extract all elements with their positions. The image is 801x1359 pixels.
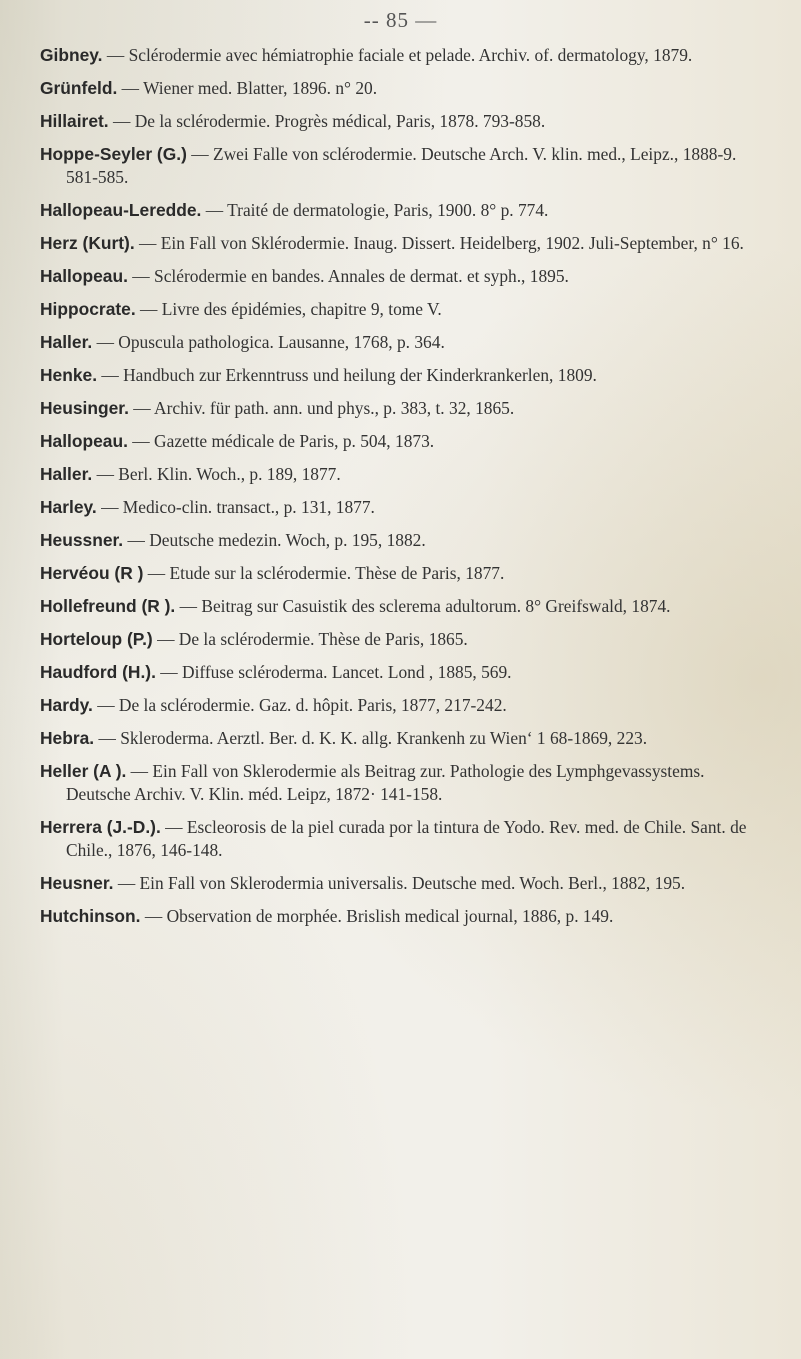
entry-author: Heller (A ). bbox=[40, 761, 127, 781]
bibliography-entry bbox=[40, 727, 770, 750]
entry-author: Heussner. bbox=[40, 530, 124, 550]
bibliography-entry bbox=[40, 905, 770, 928]
entry-author: Henke. bbox=[40, 365, 98, 385]
bibliography-entry bbox=[40, 496, 770, 519]
entry-author: Hardy. bbox=[40, 695, 93, 715]
entry-reference: — Escleorosis de la piel curada por la tintura de Yodo. Rev. med. de Chile. Sant. de Chile., 1876, 146-148. bbox=[66, 817, 747, 860]
entry-author: Hallopeau. bbox=[40, 266, 128, 286]
bibliography-entry bbox=[40, 397, 770, 420]
bibliography-entry bbox=[40, 595, 770, 618]
entry-reference: — Zwei Falle von sclérodermie. Deutsche Arch. V. klin. med., Leipz., 1888-9. 581-585. bbox=[66, 144, 737, 187]
bibliography-entry bbox=[40, 143, 770, 189]
entry-author: Heusinger. bbox=[40, 398, 129, 418]
entry-author: Grünfeld. bbox=[40, 78, 118, 98]
entry-reference: — Ein Fall von Sklerodermia universalis. Deutsche med. Woch. Berl., 1882, 195. bbox=[113, 873, 686, 893]
bibliography-list bbox=[40, 44, 770, 928]
entry-author: Haller. bbox=[40, 464, 93, 484]
bibliography-entry bbox=[40, 77, 770, 100]
entry-reference: — Skleroderma. Aerztl. Ber. d. K. K. allg. Krankenh zu Wien‘ 1 68-1869, 223. bbox=[94, 728, 648, 748]
bibliography-entry bbox=[40, 430, 770, 453]
bibliography-entry bbox=[40, 816, 770, 862]
entry-author: Hoppe-Seyler (G.) bbox=[40, 144, 187, 164]
entry-reference: — Traité de dermatologie, Paris, 1900. 8° p. 774. bbox=[201, 200, 549, 220]
entry-reference: — Beitrag sur Casuistik des sclerema adultorum. 8° Greifswald, 1874. bbox=[175, 596, 671, 616]
entry-reference: — Ein Fall von Sklérodermie. Inaug. Dissert. Heidelberg, 1902. Juli-September, n° 16. bbox=[134, 233, 744, 253]
entry-reference: — Berl. Klin. Woch., p. 189, 1877. bbox=[92, 464, 341, 484]
entry-reference: — De la sclérodermie. Gaz. d. hôpit. Paris, 1877, 217-242. bbox=[92, 695, 507, 715]
entry-author: Hebra. bbox=[40, 728, 95, 748]
entry-author: Haudford (H.). bbox=[40, 662, 156, 682]
bibliography-entry bbox=[40, 331, 770, 354]
bibliography-entry bbox=[40, 694, 770, 717]
entry-author: Hallopeau-Leredde. bbox=[40, 200, 202, 220]
entry-reference: — Archiv. für path. ann. und phys., p. 383, t. 32, 1865. bbox=[128, 398, 515, 418]
entry-reference: — Diffuse scléroderma. Lancet. Lond , 1885, 569. bbox=[155, 662, 512, 682]
entry-reference: — De la sclérodermie. Thèse de Paris, 1865. bbox=[152, 629, 468, 649]
entry-author: Hillairet. bbox=[40, 111, 109, 131]
entry-reference: — De la sclérodermie. Progrès médical, Paris, 1878. 793-858. bbox=[108, 111, 546, 131]
entry-reference: — Ein Fall von Sklerodermie als Beitrag zur. Pathologie des Lymphgevassystems. Deutsche Archiv. V. Klin. méd. Leipz, 1872· 141-158. bbox=[66, 761, 705, 804]
bibliography-entry bbox=[40, 661, 770, 684]
entry-reference: — Wiener med. Blatter, 1896. n° 20. bbox=[117, 78, 378, 98]
bibliography-entry bbox=[40, 265, 770, 288]
bibliography-entry bbox=[40, 44, 770, 67]
entry-reference: — Livre des épidémies, chapitre 9, tome V. bbox=[135, 299, 442, 319]
entry-reference: — Gazette médicale de Paris, p. 504, 1873. bbox=[127, 431, 435, 451]
page-number: -- 85 — bbox=[363, 8, 438, 32]
entry-reference: — Medico-clin. transact., p. 131, 1877. bbox=[96, 497, 375, 517]
bibliography-entry bbox=[40, 628, 770, 651]
entry-reference: — Etude sur la sclérodermie. Thèse de Paris, 1877. bbox=[143, 563, 505, 583]
bibliography-entry bbox=[40, 110, 770, 133]
entry-reference: — Deutsche medezin. Woch, p. 195, 1882. bbox=[123, 530, 426, 550]
entry-reference: — Opuscula pathologica. Lausanne, 1768, p. 364. bbox=[92, 332, 445, 352]
entry-author: Hervéou (R ) bbox=[40, 563, 144, 583]
bibliography-entry bbox=[40, 760, 770, 806]
entry-author: Gibney. bbox=[40, 45, 103, 65]
bibliography-entry bbox=[40, 364, 770, 387]
entry-author: Heusner. bbox=[40, 873, 114, 893]
bibliography-entry bbox=[40, 529, 770, 552]
entry-author: Harley. bbox=[40, 497, 97, 517]
bibliography-entry bbox=[40, 298, 770, 321]
bibliography-entry bbox=[40, 872, 770, 895]
entry-author: Hollefreund (R ). bbox=[40, 596, 176, 616]
entry-reference: — Handbuch zur Erkenntruss und heilung der Kinderkrankerlen, 1809. bbox=[97, 365, 597, 385]
bibliography-entry bbox=[40, 199, 770, 222]
entry-author: Haller. bbox=[40, 332, 93, 352]
bibliography-entry bbox=[40, 232, 770, 255]
entry-reference: — Observation de morphée. Brislish medical journal, 1886, p. 149. bbox=[140, 906, 614, 926]
entry-author: Herz (Kurt). bbox=[40, 233, 135, 253]
entry-author: Hippocrate. bbox=[40, 299, 136, 319]
entry-author: Horteloup (P.) bbox=[40, 629, 153, 649]
entry-reference: — Sclérodermie avec hémiatrophie faciale et pelade. Archiv. of. dermatology, 1879. bbox=[102, 45, 693, 65]
bibliography-entry bbox=[40, 463, 770, 486]
entry-reference: — Sclérodermie en bandes. Annales de dermat. et syph., 1895. bbox=[127, 266, 569, 286]
bibliography-entry bbox=[40, 562, 770, 585]
entry-author: Hallopeau. bbox=[40, 431, 128, 451]
entry-author: Hutchinson. bbox=[40, 906, 141, 926]
entry-author: Herrera (J.-D.). bbox=[40, 817, 161, 837]
